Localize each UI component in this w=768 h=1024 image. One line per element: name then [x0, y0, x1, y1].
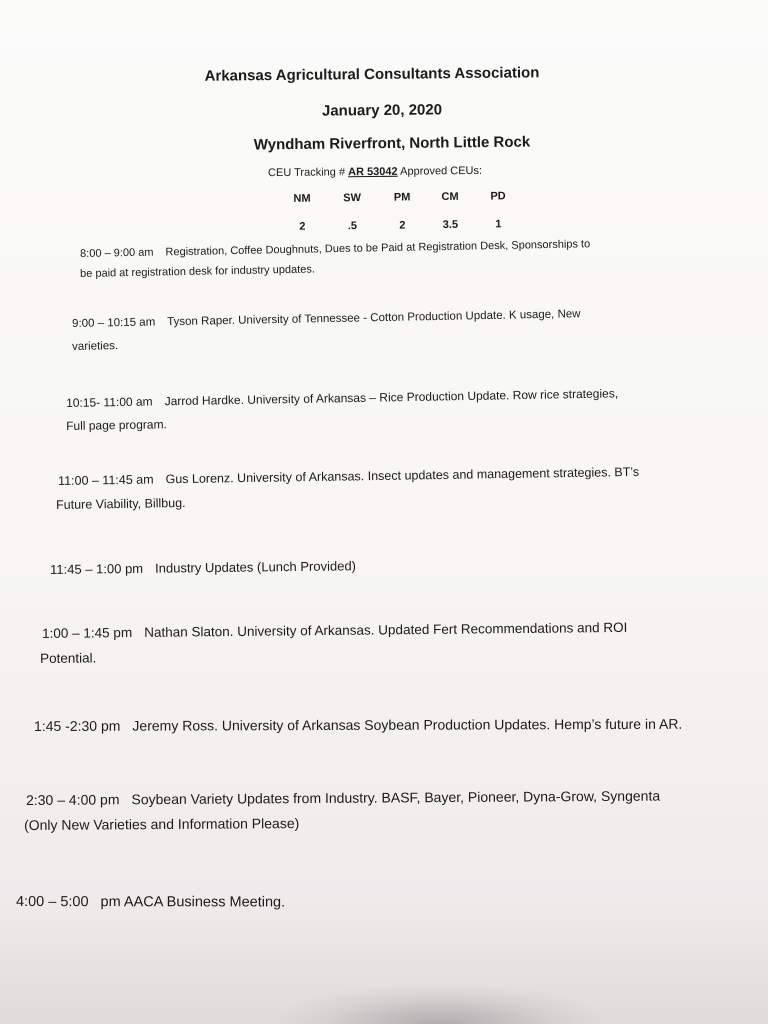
ceu-value-pd: 1: [495, 218, 502, 231]
agenda-time: 1:45 -2:30 pm: [34, 717, 121, 734]
agenda-item-cotton: [72, 308, 581, 330]
ceu-tracking-number: AR 53042: [348, 165, 398, 179]
agenda-item-insects: [58, 465, 639, 488]
agenda-time: 9:00 – 10:15 am: [72, 316, 156, 330]
agenda-description: Gus Lorenz. University of Arkansas. Insect updates and management strategies. BT’s: [165, 464, 640, 487]
ceu-value-nm: 2: [299, 220, 306, 233]
agenda-description: Nathan Slaton. University of Arkansas. Updated Fert Recommendations and ROI: [144, 619, 628, 640]
agenda-time: 8:00 – 9:00 am: [80, 246, 154, 260]
agenda-item-insects-cont: Future Viability, Billbug.: [56, 495, 186, 512]
agenda-item-registration: [80, 238, 590, 260]
ceu-value-sw: .5: [347, 220, 358, 233]
ceu-tracking-suffix: Approved CEUs:: [397, 164, 483, 178]
agenda-item-fert: [42, 620, 627, 641]
agenda-item-rice: [66, 386, 618, 410]
ceu-label-pd: PD: [490, 190, 506, 203]
agenda-item-industry-lunch: [50, 558, 356, 577]
ceu-label-nm: NM: [293, 192, 311, 205]
event-date: January 20, 2020: [321, 101, 443, 120]
agenda-time: 11:45 – 1:00 pm: [50, 560, 144, 577]
agenda-item-soybean-varieties-cont: (Only New Varieties and Information Please): [24, 815, 300, 833]
ceu-label-sw: SW: [343, 192, 362, 205]
agenda-time: 11:00 – 11:45 am: [58, 472, 154, 488]
agenda-description: Soybean Variety Updates from Industry. BASF, Bayer, Pioneer, Dyna-Grow, Syngenta: [131, 787, 661, 808]
agenda-description: pm AACA Business Meeting.: [100, 894, 286, 911]
agenda-item-soybean-varieties: [26, 788, 660, 808]
event-venue: Wyndham Riverfront, North Little Rock: [253, 133, 531, 154]
agenda-time: 2:30 – 4:00 pm: [26, 791, 120, 808]
agenda-item-soybean-production: [34, 716, 682, 734]
agenda-item-business-meeting: [16, 894, 285, 910]
photo-shadow: [280, 985, 600, 1024]
ceu-tracking-prefix: CEU Tracking #: [267, 166, 349, 180]
agenda-description: Tyson Raper. University of Tennessee - Cotton Production Update. K usage, New: [167, 308, 581, 329]
document-title: Arkansas Agricultural Consultants Association: [204, 64, 540, 85]
ceu-label-cm: CM: [441, 190, 459, 204]
agenda-time: 1:00 – 1:45 pm: [42, 625, 133, 641]
agenda-description: Registration, Coffee Doughnuts, Dues to be Paid at Registration Desk, Sponsorships to: [165, 238, 591, 259]
agenda-time: 10:15- 11:00 am: [66, 394, 153, 410]
agenda-item-fert-cont: Potential.: [40, 650, 97, 666]
agenda-description: Jarrod Hardke. University of Arkansas – Rice Production Update. Row rice strategies,: [164, 386, 619, 409]
ceu-value-pm: 2: [399, 219, 406, 232]
agenda-description: Jeremy Ross. University of Arkansas Soybean Production Updates. Hemp’s future in AR.: [132, 715, 683, 734]
ceu-tracking-line: [268, 165, 482, 179]
agenda-item-registration-cont: be paid at registration desk for industry updates.: [80, 263, 315, 280]
agenda-description: Industry Updates (Lunch Provided): [154, 558, 357, 576]
agenda-item-rice-cont: Full page program.: [66, 417, 167, 433]
agenda-time: 4:00 – 5:00: [15, 894, 89, 911]
ceu-label-pm: PM: [393, 191, 411, 204]
agenda-item-cotton-cont: varieties.: [72, 340, 119, 353]
ceu-value-cm: 3.5: [442, 218, 459, 232]
